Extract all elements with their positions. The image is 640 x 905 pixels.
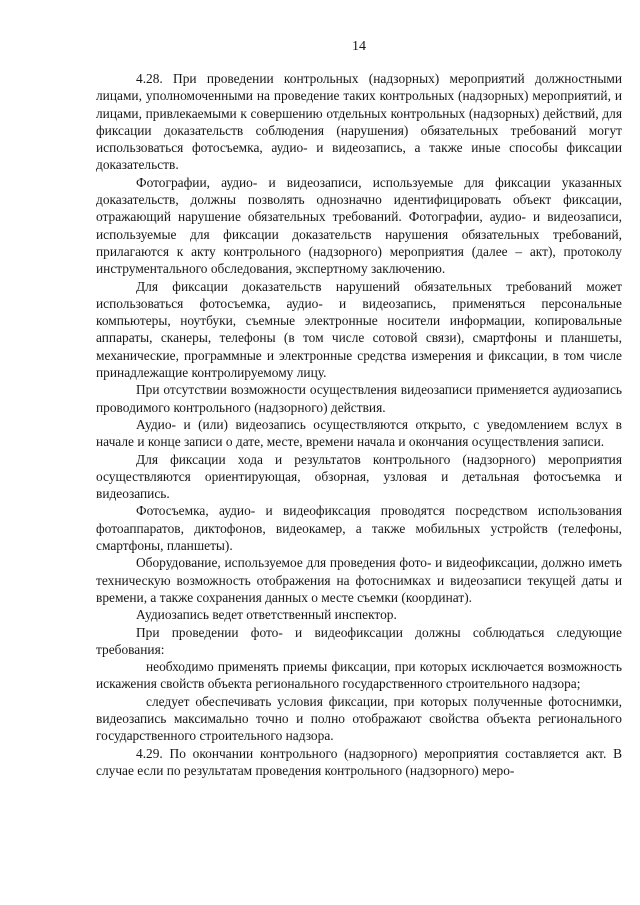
- paragraph-fixation-devices: Для фиксации доказательств нарушений обязательных требований может использоваться фотосъемка, аудио- и видеозапись, применяться персональные компьютеры, ноутбуки, съемные электронные носители информации, копировальные аппараты, сканеры, телефоны (в том числе сотовой связи), смартфоны и планшеты, механические, программные и электронные средства измерения и фиксации, в том числе принадлежащие контролируемому лицу.: [96, 278, 622, 381]
- paragraph-photo-types: Для фиксации хода и результатов контрольного (надзорного) мероприятия осуществляются ориентирующая, обзорная, узловая и детальная фотосъемка и видеозапись.: [96, 451, 622, 502]
- paragraph-photo-requirements: Фотографии, аудио- и видеозаписи, используемые для фиксации указанных доказательств, должны позволять однозначно идентифицировать объект фиксации, отражающий нарушение обязательных требований. Фотографии, аудио- и видеозаписи, используемые для фиксации доказательств нарушения обязательных требований, прилагаются к акту контрольного (надзорного) мероприятия (далее – акт), протоколу инструментального обследования, экспертному заключению.: [96, 174, 622, 277]
- paragraph-requirement-1: необходимо применять приемы фиксации, при которых исключается возможность искажения свойств объекта регионального государственного строительного надзора;: [96, 659, 622, 692]
- paragraph-requirements-intro: При проведении фото- и видеофиксации должны соблюдаться следующие требования:: [96, 624, 622, 657]
- paragraph-requirement-2: следует обеспечивать условия фиксации, при которых полученные фотоснимки, видеозапись максимально точно и полно отображают свойства объекта регионального государственного строительного надзора.: [96, 693, 622, 744]
- paragraph-audio-responsible: Аудиозапись ведет ответственный инспектор.: [136, 607, 397, 623]
- document-page: [96, 38, 622, 779]
- paragraph-equipment: Оборудование, используемое для проведения фото- и видеофиксации, должно иметь техническую возможность отображения на фотоснимках и видеозаписи текущей даты и времени, а также сохранения данных о месте съемки (координат).: [96, 555, 622, 605]
- page-number: 14: [352, 39, 366, 54]
- paragraph-audio-fallback: При отсутствии возможности осуществления видеозаписи применяется аудиозапись проводимого контрольного (надзорного) действия.: [96, 382, 622, 415]
- paragraph-4-29: 4.29. По окончании контрольного (надзорного) мероприятия составляется акт. В случае если по результатам проведения контрольного (надзорного) меро-: [96, 745, 622, 778]
- paragraph-4-28: 4.28. При проведении контрольных (надзорных) мероприятий должностными лицами, уполномоченными на проведение таких контрольных (надзорных) мероприятий, и лицами, привлекаемыми к совершению отдельных контрольных (надзорных) действий, для фиксации доказательств соблюдения (нарушения) обязательных требований могут использоваться фотосъемка, аудио- и видеозапись, а также иные способы фиксации доказательств.: [96, 71, 622, 173]
- paragraph-recording-means: Фотосъемка, аудио- и видеофиксация проводятся посредством использования фотоаппаратов, диктофонов, видеокамер, а также мобильных устройств (телефоны, смартфоны, планшеты).: [96, 503, 622, 554]
- paragraph-open-recording: Аудио- и (или) видеозапись осуществляются открыто, с уведомлением вслух в начале и конце записи о дате, месте, времени начала и окончания осуществления записи.: [96, 416, 622, 450]
